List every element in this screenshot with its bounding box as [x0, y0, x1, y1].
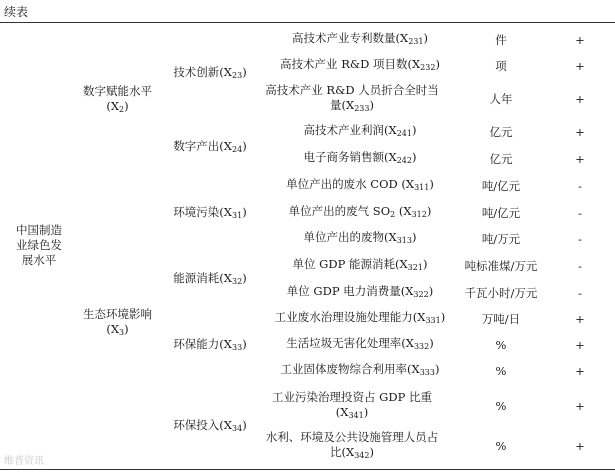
indicator-label: 单位 GDP 能源消耗$(X_{321})$ [292, 257, 428, 272]
indicator-label: 工业污染治理投资占 GDP 比重$(X_{341})$ [272, 389, 432, 420]
unit-cell: 吨/亿元 [481, 178, 521, 193]
direction-cell: + [575, 91, 585, 106]
indicator-label: 工业固体废物综合利用率$(X_{333})$ [280, 362, 440, 377]
direction-cell: + [575, 58, 585, 73]
direction-cell: + [575, 124, 585, 139]
direction-cell: - [578, 205, 582, 220]
unit-cell: % [495, 398, 507, 413]
direction-cell: - [578, 258, 582, 273]
direction-cell: - [578, 178, 582, 193]
unit-cell: % [495, 337, 507, 352]
indicator-label: 生活垃圾无害化处理率$(X_{332})$ [286, 336, 434, 351]
level3-cell: 环保投入$(X_{34})$ [173, 418, 247, 433]
unit-cell: 件 [495, 32, 507, 47]
indicator-label: 电子商务销售额$(X_{242})$ [303, 150, 417, 165]
indicator-label: 单位 GDP 电力消费量$(X_{322})$ [286, 284, 434, 299]
indicator-label: 单位产出的废物$(X_{313})$ [303, 230, 417, 245]
direction-cell: - [578, 285, 582, 300]
level1-cell [14, 205, 64, 285]
direction-cell: + [575, 363, 585, 378]
level3-cell: 环保能力$(X_{33})$ [173, 337, 247, 352]
direction-cell: + [575, 151, 585, 166]
direction-cell: + [575, 337, 585, 352]
indicator-label: 高技术产业 R&D 项目数$(X_{232})$ [280, 57, 440, 72]
direction-cell: + [575, 311, 585, 326]
unit-cell: 万吨/日 [481, 311, 521, 326]
indicator-label: 高技术产业利润$(X_{241})$ [303, 123, 417, 138]
unit-cell: 吨/万元 [481, 231, 521, 246]
level2-cell [75, 82, 160, 118]
unit-cell: % [495, 438, 507, 453]
level1-label: 中国制造业绿色发展水平 [16, 222, 62, 267]
level2-name: 数字赋能水平 [83, 83, 152, 98]
level2-code: $(X_2)$ [106, 98, 129, 114]
indicator-label: 水利、环境及公共设施管理人员占比$(X_{342})$ [265, 429, 439, 460]
top-rule [0, 22, 615, 23]
unit-cell: 项 [495, 58, 507, 73]
unit-cell: 吨/亿元 [481, 205, 521, 220]
unit-cell: 人年 [489, 91, 513, 106]
direction-cell: + [575, 398, 585, 413]
unit-cell: 亿元 [489, 124, 513, 139]
bottom-rule [0, 469, 615, 470]
unit-cell: 千瓦小时/万元 [464, 285, 538, 300]
direction-cell: - [578, 231, 582, 246]
direction-cell: + [575, 32, 585, 47]
direction-cell: + [575, 438, 585, 453]
level3-cell: 数字产出$(X_{24})$ [173, 139, 247, 154]
indicator-label: 工业废水治理设施处理能力$(X_{331})$ [274, 310, 446, 325]
unit-cell: % [495, 363, 507, 378]
level3-cell: 环境污染$(X_{31})$ [173, 205, 247, 220]
level3-cell: 能源消耗$(X_{32})$ [173, 271, 247, 286]
indicator-label: 高技术产业专利数量$(X_{231})$ [292, 31, 428, 46]
indicator-label: 单位产出的废气 $SO_2$ $(X_{312})$ [288, 204, 432, 219]
indicator-label: 高技术产业 R&D 人员折合全时当量$(X_{233})$ [265, 82, 439, 113]
level2-code: $(X_3)$ [106, 321, 129, 337]
unit-cell: 吨标准煤/万元 [464, 258, 538, 273]
level3-cell: 技术创新$(X_{23})$ [173, 65, 247, 80]
level2-name: 生态环境影响 [83, 306, 152, 321]
watermark: 维普资讯 [4, 456, 44, 467]
unit-cell: 亿元 [489, 151, 513, 166]
table-caption: 续表 [4, 5, 29, 19]
level2-cell [75, 305, 160, 341]
indicator-label: 单位产出的废水 COD $(X_{311})$ [286, 177, 434, 192]
